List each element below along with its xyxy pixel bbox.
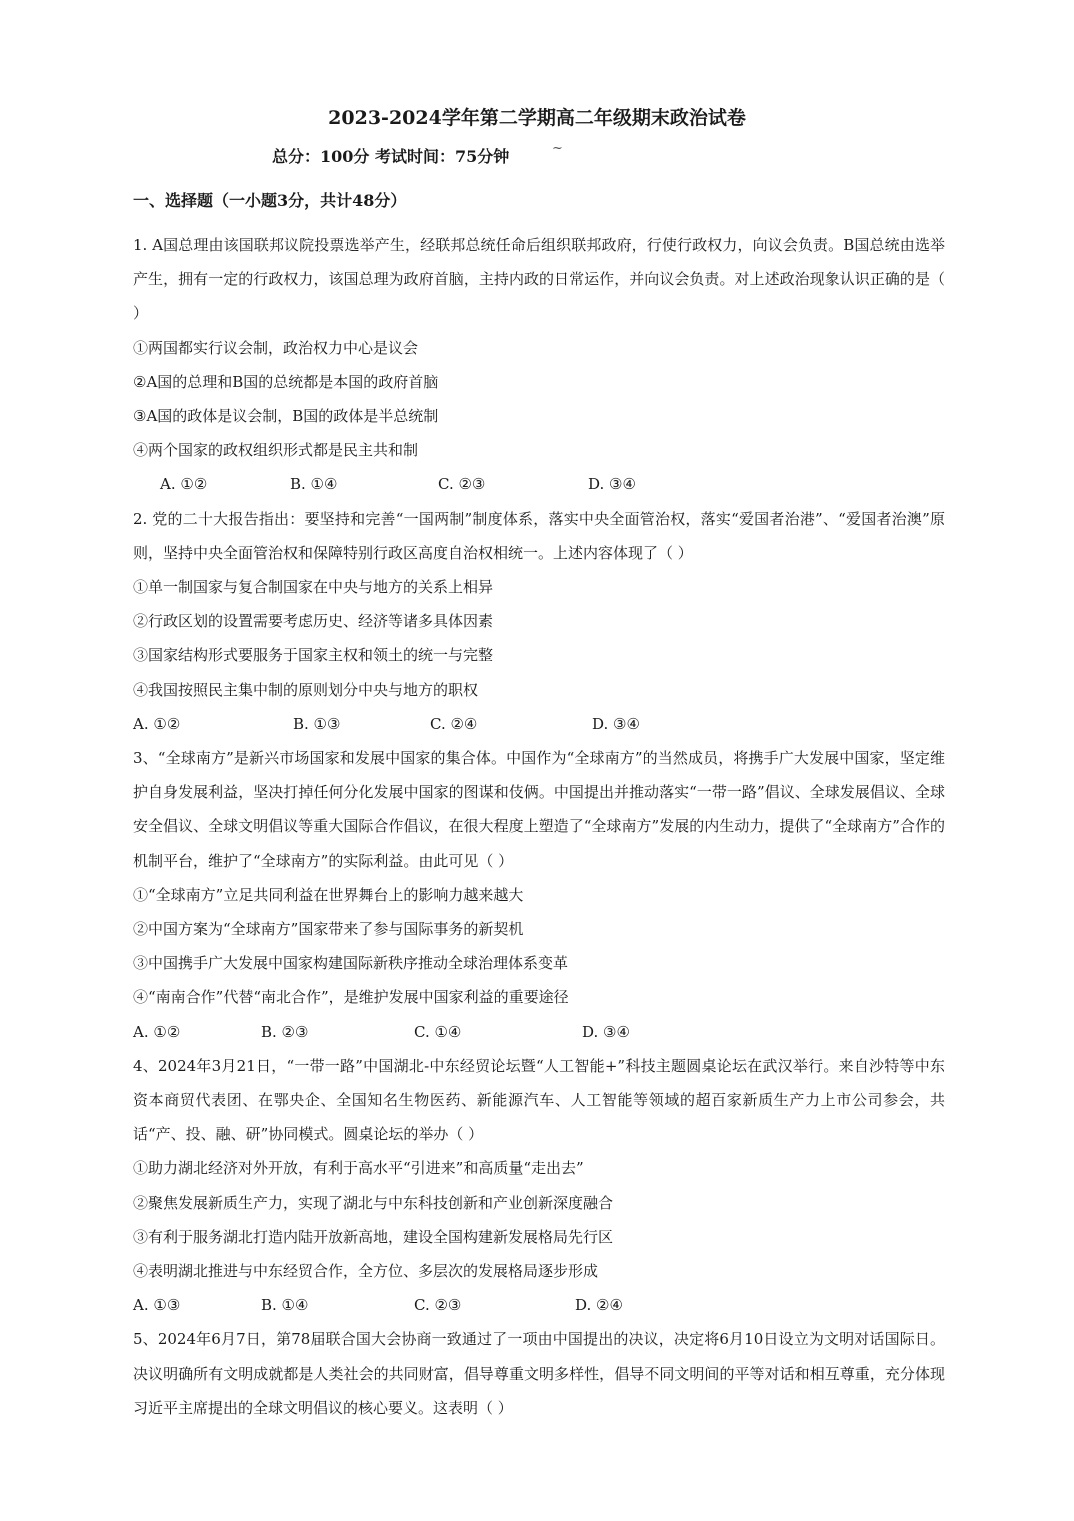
- question-3: [133, 741, 945, 1049]
- question-4: [133, 1049, 945, 1323]
- statement-option: ①两国都实行议会制，政治权力中心是议会: [133, 338, 419, 357]
- question-stem: 1. A国总理由该国联邦议院投票选举产生，经联邦总统任命后组织联邦政府，行使行政权力，向议会负责。B国总统由选举产生，拥有一定的行政权力，该国总理为政府首脑，主持内政的日常运作，并向议会负责。对上述政治现象认识正确的是（ ）: [133, 236, 945, 323]
- stray-mark: ~: [552, 141, 563, 156]
- statement-option: ③国家结构形式要服务于国家主权和领土的统一与完整: [133, 646, 494, 665]
- answer-choices: [133, 1015, 945, 1049]
- choice-a: A. ①②: [133, 1022, 181, 1041]
- section-heading: 一、选择题（一小题3分，共计48分）: [133, 191, 407, 210]
- answer-choices: [133, 467, 945, 501]
- choice-b: B. ①④: [290, 475, 338, 494]
- choice-c: C. ②③: [438, 475, 486, 494]
- statement-option: ③中国携手广大发展中国家构建国际新秩序推动全球治理体系变革: [133, 954, 569, 973]
- question-1: [133, 228, 945, 502]
- choice-c: C. ②④: [430, 714, 478, 733]
- choice-c: C. ②③: [414, 1296, 462, 1315]
- question-stem: 4、2024年3月21日，“一带一路”中国湖北-中东经贸论坛暨“人工智能+”科技主题圆桌论坛在武汉举行。来自沙特等中东资本商贸代表团、在鄂央企、全国知名生物医药、新能源汽车、人工智能等领域的超百家新质生产力上市公司参会，共话“产、投、融、研”协同模式。圆桌论坛的举办（ ）: [133, 1056, 945, 1144]
- choice-b: B. ①④: [261, 1296, 309, 1315]
- statement-option: ③有利于服务湖北打造内陆开放新高地，建设全国构建新发展格局先行区: [133, 1227, 614, 1246]
- exam-title: 2023-2024学年第二学期高二年级期末政治试卷: [328, 107, 746, 129]
- choice-d: D. ③④: [582, 1022, 630, 1041]
- statement-option: ④我国按照民主集中制的原则划分中央与地方的职权: [133, 680, 479, 699]
- statement-option: ①单一制国家与复合制国家在中央与地方的关系上相异: [133, 578, 494, 597]
- question-5: [133, 1322, 945, 1425]
- choice-d: D. ③④: [588, 475, 636, 494]
- statement-option: ④两个国家的政权组织形式都是民主共和制: [133, 441, 419, 460]
- question-2: [133, 502, 945, 741]
- question-stem: 5、2024年6月7日，第78届联合国大会协商一致通过了一项由中国提出的决议，决定将6月10日设立为文明对话国际日。决议明确所有文明成就都是人类社会的共同财富，倡导尊重文明多样性，倡导不同文明间的平等对话和相互尊重，充分体现习近平主席提出的全球文明倡议的核心要义。这表明（ ）: [133, 1330, 945, 1417]
- question-stem: 2. 党的二十大报告指出：要坚持和完善“一国两制”制度体系，落实中央全面管治权，落实“爱国者治港”、“爱国者治澳”原则，坚持中央全面管治权和保障特别行政区高度自治权相统一。上述内容体现了（ ）: [133, 509, 945, 562]
- statement-option: ④“南南合作”代替“南北合作”，是维护发展中国家利益的重要途径: [133, 988, 569, 1007]
- choice-d: D. ③④: [592, 714, 640, 733]
- statement-option: ②中国方案为“全球南方”国家带来了参与国际事务的新契机: [133, 920, 524, 939]
- statement-option: ②聚焦发展新质生产力，实现了湖北与中东科技创新和产业创新深度融合: [133, 1193, 614, 1212]
- choice-b: B. ①③: [293, 714, 341, 733]
- choice-a: A. ①②: [133, 714, 181, 733]
- choice-a: A. ①②: [160, 475, 208, 494]
- answer-choices: [133, 1288, 945, 1322]
- choice-d: D. ②④: [575, 1296, 623, 1315]
- statement-option: ①助力湖北经济对外开放，有利于高水平“引进来”和高质量“走出去”: [133, 1159, 584, 1178]
- questions-body: [133, 228, 945, 1425]
- statement-option: ②行政区划的设置需要考虑历史、经济等诸多具体因素: [133, 612, 494, 631]
- statement-option: ③A国的政体是议会制，B国的政体是半总统制: [133, 407, 439, 426]
- answer-choices: [133, 707, 945, 741]
- question-stem: 3、“全球南方”是新兴市场国家和发展中国家的集合体。中国作为“全球南方”的当然成员，将携手广大发展中国家，坚定维护自身发展利益，坚决打掉任何分化发展中国家的图谋和伎俩。中国提出并推动落实“一带一路”倡议、全球发展倡议、全球安全倡议、全球文明倡议等重大国际合作倡议，在很大程度上塑造了“全球南方”发展的内生动力，提供了“全球南方”合作的机制平台，维护了“全球南方”的实际利益。由此可见（ ）: [133, 749, 945, 870]
- choice-a: A. ①③: [133, 1296, 181, 1315]
- statement-option: ①“全球南方”立足共同利益在世界舞台上的影响力越来越大: [133, 885, 524, 904]
- exam-subtitle: 总分：100分 考试时间：75分钟: [272, 147, 510, 166]
- statement-option: ④表明湖北推进与中东经贸合作，全方位、多层次的发展格局逐步形成: [133, 1262, 599, 1281]
- choice-b: B. ②③: [261, 1022, 309, 1041]
- choice-c: C. ①④: [414, 1022, 462, 1041]
- statement-option: ②A国的总理和B国的总统都是本国的政府首脑: [133, 372, 439, 391]
